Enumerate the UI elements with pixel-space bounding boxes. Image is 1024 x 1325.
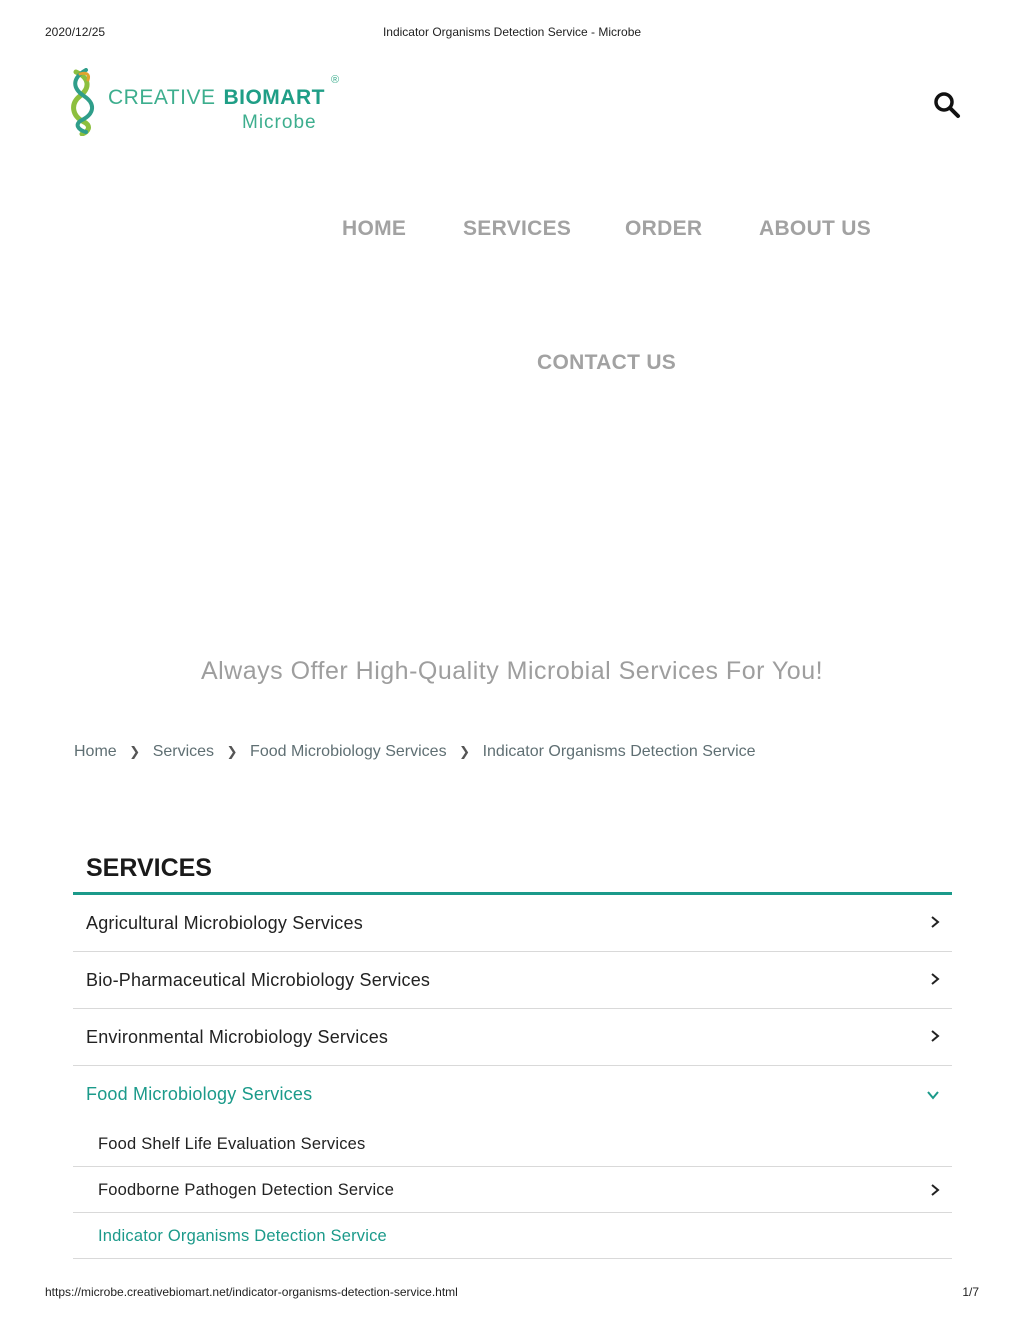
nav-contact-us[interactable]: CONTACT US bbox=[537, 351, 677, 374]
sidebar-subitem-indicator-organisms[interactable] bbox=[73, 1213, 952, 1259]
print-url: https://microbe.creativebiomart.net/indicator-organisms-detection-service.html bbox=[45, 1285, 458, 1299]
sidebar-item-agricultural[interactable] bbox=[73, 895, 952, 952]
nav-about-us[interactable]: ABOUT US bbox=[759, 217, 872, 240]
chevron-right-icon bbox=[930, 1029, 940, 1043]
sidebar-subitem-food-shelf-life[interactable] bbox=[73, 1121, 952, 1167]
sidebar-subitem-label: Foodborne Pathogen Detection Service bbox=[98, 1181, 395, 1199]
services-sidebar bbox=[73, 850, 952, 1259]
chevron-right-icon: ❯ bbox=[129, 744, 141, 759]
search-button[interactable] bbox=[932, 90, 962, 120]
print-page-number: 1/7 bbox=[962, 1285, 979, 1299]
dna-logo-icon bbox=[66, 68, 104, 136]
breadcrumb-current: Indicator Organisms Detection Service bbox=[482, 743, 756, 760]
nav-home[interactable]: HOME bbox=[342, 217, 407, 240]
print-footer bbox=[45, 1285, 979, 1301]
chevron-right-icon bbox=[930, 1183, 940, 1197]
sidebar-item-label: Bio-Pharmaceutical Microbiology Services bbox=[86, 970, 431, 990]
sidebar-item-bio-pharmaceutical[interactable] bbox=[73, 952, 952, 1009]
tagline: Always Offer High-Quality Microbial Services For You! bbox=[200, 657, 824, 685]
breadcrumb bbox=[74, 743, 756, 761]
chevron-right-icon: ❯ bbox=[226, 744, 238, 759]
search-icon bbox=[932, 90, 962, 120]
nav-order[interactable]: ORDER bbox=[625, 217, 703, 240]
chevron-right-icon bbox=[930, 972, 940, 986]
logo-subtitle: Microbe bbox=[242, 112, 317, 133]
print-header bbox=[45, 25, 979, 41]
nav-services[interactable]: SERVICES bbox=[463, 217, 572, 240]
sidebar-item-label: Agricultural Microbiology Services bbox=[86, 913, 363, 933]
chevron-right-icon: ❯ bbox=[459, 744, 471, 759]
chevron-down-icon bbox=[926, 1090, 940, 1100]
print-title: Indicator Organisms Detection Service - Microbe bbox=[382, 25, 642, 39]
sidebar-subitem-label: Food Shelf Life Evaluation Services bbox=[98, 1135, 366, 1153]
sidebar-subitem-foodborne-pathogen[interactable] bbox=[73, 1167, 952, 1213]
print-date: 2020/12/25 bbox=[45, 25, 106, 39]
logo[interactable] bbox=[66, 68, 356, 138]
sidebar-item-label: Food Microbiology Services bbox=[86, 1084, 313, 1104]
breadcrumb-home[interactable]: Home bbox=[74, 743, 117, 760]
sidebar-subitem-label: Indicator Organisms Detection Service bbox=[98, 1227, 387, 1245]
sidebar-item-environmental[interactable] bbox=[73, 1009, 952, 1066]
logo-wordmark bbox=[108, 86, 325, 110]
chevron-right-icon bbox=[930, 915, 940, 929]
registered-mark: ® bbox=[331, 74, 340, 86]
logo-word-creative: CREATIVE bbox=[108, 86, 216, 109]
sidebar-item-food[interactable] bbox=[73, 1066, 952, 1121]
breadcrumb-food-microbiology[interactable]: Food Microbiology Services bbox=[250, 743, 447, 760]
breadcrumb-services[interactable]: Services bbox=[152, 743, 215, 760]
logo-word-biomart: BIOMART bbox=[223, 86, 325, 109]
sidebar-title: SERVICES bbox=[86, 854, 212, 882]
sidebar-item-label: Environmental Microbiology Services bbox=[86, 1027, 389, 1047]
